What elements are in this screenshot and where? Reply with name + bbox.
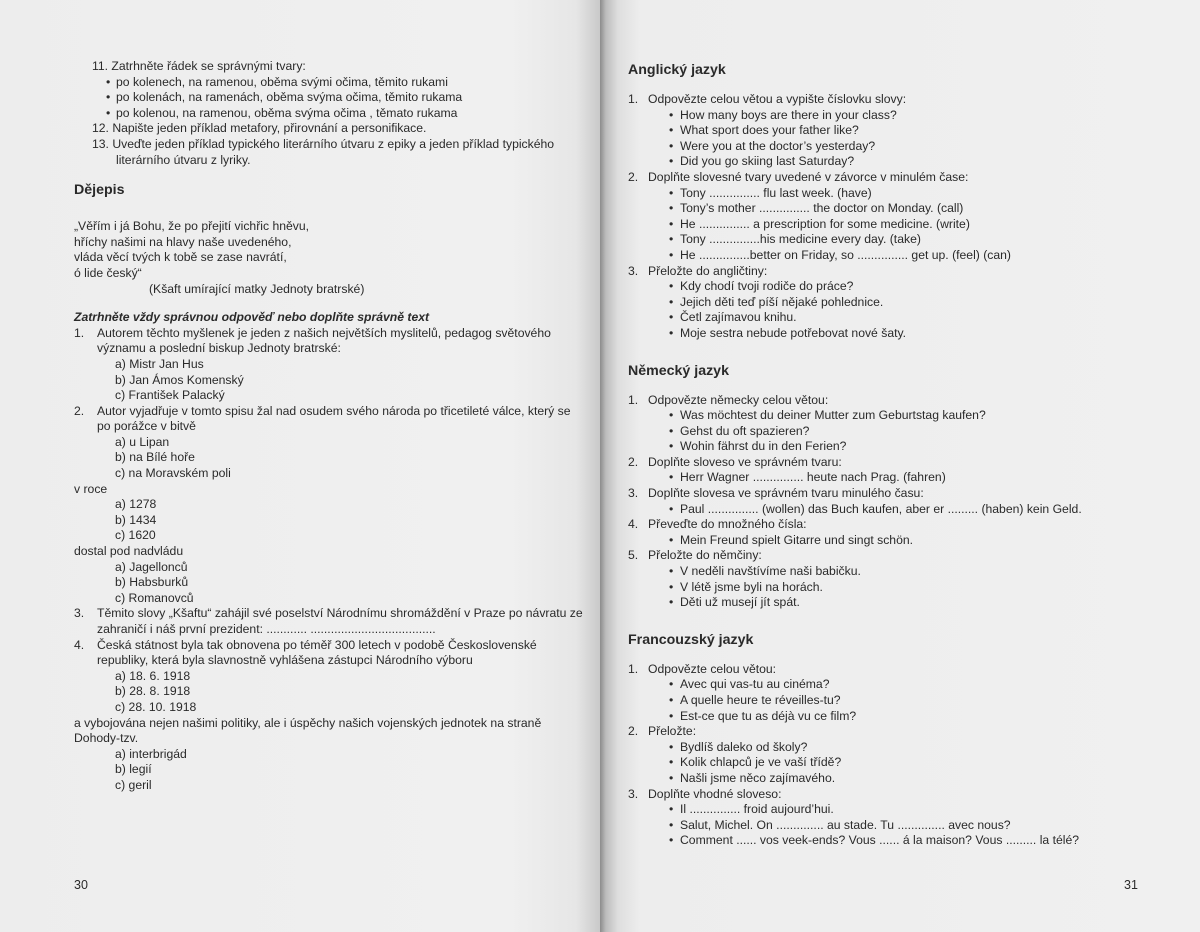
bullet-item: • Tony ............... flu last week. (have) bbox=[628, 186, 1128, 202]
dejepis-instruction: Zatrhněte vždy správnou odpověď nebo doplňte správně text bbox=[74, 310, 430, 325]
francouzsky-questions bbox=[628, 662, 1128, 849]
nemecky-heading: Německý jazyk bbox=[628, 362, 729, 379]
q1-option-c: c) František Palacký bbox=[115, 388, 225, 403]
question bbox=[628, 264, 1128, 280]
question-number: 3. bbox=[628, 786, 639, 801]
question bbox=[628, 486, 1128, 502]
bullet-item: • Comment ...... vos veek-ends? Vous ...... á la maison? Vous ......... la télé? bbox=[628, 833, 1128, 849]
bullet-item: • Paul ............... (wollen) das Buch kaufen, aber er ......... (haben) kein Geld. bbox=[628, 502, 1128, 518]
question bbox=[628, 170, 1128, 186]
q4-unit-a: a) interbrigád bbox=[115, 746, 187, 761]
bullet-item: • Gehst du oft spazieren? bbox=[628, 424, 1128, 440]
bullet-item: • Herr Wagner ............... heute nach Prag. (fahren) bbox=[628, 470, 1128, 486]
q3-number: 3. bbox=[74, 606, 85, 621]
q2-number: 2. bbox=[74, 403, 85, 418]
bullet-item: • Bydlíš daleko od školy? bbox=[628, 740, 1128, 756]
question-text: Převeďte do množného čísla: bbox=[648, 517, 807, 532]
dejepis-q3 bbox=[74, 606, 586, 637]
question-number: 3. bbox=[628, 486, 639, 501]
bullet-item: • Were you at the doctor’s yesterday? bbox=[628, 139, 1128, 155]
q1-option-b: b) Jan Ámos Komenský bbox=[115, 372, 244, 387]
question-12: 12. Napište jeden příklad metafory, přirovnání a personifikace. bbox=[92, 121, 427, 136]
anglicky-heading: Anglický jazyk bbox=[628, 62, 726, 78]
question bbox=[628, 662, 1128, 678]
q11-option-2: • po kolenách, na ramenách, oběma svýma očima, těmito rukama bbox=[74, 90, 586, 106]
q4-option-b: b) 28. 8. 1918 bbox=[115, 684, 191, 699]
bullet-item: • What sport does your father like? bbox=[628, 123, 1128, 139]
question-text: Doplňte slovesa ve správném tvaru minulého času: bbox=[648, 486, 924, 501]
q11-option-1: • po kolenech, na ramenou, oběma svými očima, těmito rukami bbox=[74, 75, 586, 91]
q4-option-c: c) 28. 10. 1918 bbox=[115, 699, 197, 714]
question-number: 2. bbox=[628, 169, 639, 184]
question bbox=[628, 92, 1128, 108]
poem-line-3: vláda věcí tvých k tobě se zase navrátí, bbox=[74, 250, 287, 265]
question-text: Přeložte: bbox=[648, 724, 697, 739]
question-text: Odpovězte celou větou: bbox=[648, 661, 777, 676]
q2-rule-c: c) Romanovců bbox=[115, 590, 194, 605]
dejepis-q2 bbox=[74, 404, 586, 435]
q1-option-a: a) Mistr Jan Hus bbox=[115, 356, 204, 371]
bullet-item: • Salut, Michel. On .............. au stade. Tu .............. avec nous? bbox=[628, 818, 1128, 834]
bullet-item: • V létě jsme byli na horách. bbox=[628, 580, 1128, 596]
francouzsky-heading: Francouzský jazyk bbox=[628, 631, 754, 648]
q2-option-a: a) u Lipan bbox=[115, 434, 170, 449]
anglicky-questions bbox=[628, 92, 1128, 342]
bullet-item: • How many boys are there in your class? bbox=[628, 108, 1128, 124]
q2-year-a: a) 1278 bbox=[115, 497, 157, 512]
q4-number: 4. bbox=[74, 637, 85, 652]
question-text: Doplňte slovesné tvary uvedené v závorce v minulém čase: bbox=[648, 169, 969, 184]
q4-continuation: a vybojována nejen našimi politiky, ale i úspěchy našich vojenských jednotek na straně Dohody-tzv. bbox=[74, 715, 542, 746]
question bbox=[628, 724, 1128, 740]
nemecky-questions bbox=[628, 393, 1128, 611]
dejepis-q4 bbox=[74, 638, 586, 669]
bullet-item: • Avec qui vas-tu au cinéma? bbox=[628, 677, 1128, 693]
bullet-item: • Wohin fährst du in den Ferien? bbox=[628, 439, 1128, 455]
q11-option-3: • po kolenou, na ramenou, oběma svýma očima , těmato rukama bbox=[74, 106, 586, 122]
bullet-item: • Našli jsme něco zajímavého. bbox=[628, 771, 1128, 787]
q2-text: Autor vyjadřuje v tomto spisu žal nad osudem svého národa po třicetileté válce, který se po porážce v bitvě bbox=[97, 403, 571, 434]
question bbox=[628, 455, 1128, 471]
q4-unit-c: c) geril bbox=[115, 777, 152, 792]
question-11: 11. Zatrhněte řádek se správnými tvary: bbox=[92, 59, 306, 73]
question bbox=[628, 393, 1128, 409]
question-number: 1. bbox=[628, 661, 639, 676]
q2-year-c: c) 1620 bbox=[115, 528, 156, 543]
poem-line-1: „Věřím i já Bohu, že po přejití vichřic hněvu, bbox=[74, 219, 310, 234]
question-text: Odpovězte německy celou větou: bbox=[648, 392, 829, 407]
bullet-item: • Děti už musejí jít spát. bbox=[628, 595, 1128, 611]
bullet-item: • Est-ce que tu as déjà vu ce film? bbox=[628, 709, 1128, 725]
dejepis-heading: Dějepis bbox=[74, 182, 125, 199]
q2-rule-b: b) Habsburků bbox=[115, 575, 189, 590]
bullet-item: • V neděli navštívíme naši babičku. bbox=[628, 564, 1128, 580]
q1-number: 1. bbox=[74, 325, 85, 340]
bullet-item: • Moje sestra nebude potřebovat nové šaty. bbox=[628, 326, 1128, 342]
bullet-item: • Četl zajímavou knihu. bbox=[628, 310, 1128, 326]
right-page-content bbox=[628, 61, 1128, 849]
question-text: Doplňte sloveso ve správném tvaru: bbox=[648, 454, 842, 469]
bullet-item: • He ............... a prescription for some medicine. (write) bbox=[628, 217, 1128, 233]
bullet-item: • Was möchtest du deiner Mutter zum Geburtstag kaufen? bbox=[628, 408, 1128, 424]
q4-option-a: a) 18. 6. 1918 bbox=[115, 668, 191, 683]
question-number: 2. bbox=[628, 724, 639, 739]
question-number: 1. bbox=[628, 392, 639, 407]
question-number: 4. bbox=[628, 517, 639, 532]
q4-unit-b: b) legií bbox=[115, 762, 152, 777]
question bbox=[628, 548, 1128, 564]
question-text: Přeložte do němčiny: bbox=[648, 548, 762, 563]
q3-text: Těmito slovy „Kšaftu“ zahájil své poselství Národnímu shromáždění v Praze po návratu ze zahraničí i náš první prezident: ............ ..................................... bbox=[97, 606, 583, 636]
bullet-item: • Did you go skiing last Saturday? bbox=[628, 154, 1128, 170]
bullet-item: • Tony’s mother ............... the doctor on Monday. (call) bbox=[628, 201, 1128, 217]
question bbox=[628, 517, 1128, 533]
question-number: 2. bbox=[628, 454, 639, 469]
q2-option-b: b) na Bílé hoře bbox=[115, 450, 195, 465]
question-13-cont: literárního útvaru z lyriky. bbox=[116, 152, 251, 167]
dejepis-q1 bbox=[74, 326, 586, 357]
q2-v-roce: v roce bbox=[74, 481, 108, 496]
q2-dostal: dostal pod nadvládu bbox=[74, 544, 184, 559]
page-number-right: 31 bbox=[1124, 878, 1138, 892]
bullet-item: • Kdy chodí tvoji rodiče do práce? bbox=[628, 279, 1128, 295]
page-number-left: 30 bbox=[74, 878, 88, 892]
bullet-item: • He ...............better on Friday, so ............... get up. (feel) (can) bbox=[628, 248, 1128, 264]
bullet-item: • Il ............... froid aujourd’hui. bbox=[628, 802, 1128, 818]
question-13: 13. Uveďte jeden příklad typického literárního útvaru z epiky a jeden příklad typického bbox=[92, 136, 555, 151]
question-text: Odpovězte celou větou a vypište číslovku slovy: bbox=[648, 92, 907, 106]
left-page-content bbox=[74, 59, 586, 794]
question-number: 3. bbox=[628, 263, 639, 278]
poem-source: (Kšaft umírající matky Jednoty bratrské) bbox=[149, 281, 365, 296]
q2-option-c: c) na Moravském poli bbox=[115, 466, 231, 481]
poem-line-4: ó lide český“ bbox=[74, 265, 142, 280]
q2-rule-a: a) Jagellonců bbox=[115, 559, 188, 574]
bullet-item: • Kolik chlapců je ve vaší třídě? bbox=[628, 755, 1128, 771]
q4-text: Česká státnost byla tak obnovena po téměř 300 letech v podobě Československé republiky, která byla slavnostně vyhlášena zástupci Národního výboru bbox=[97, 637, 537, 668]
question-number: 5. bbox=[628, 548, 639, 563]
q2-year-b: b) 1434 bbox=[115, 512, 157, 527]
poem-line-2: hříchy našimi na hlavy naše uvedeného, bbox=[74, 234, 292, 249]
bullet-item: • Mein Freund spielt Gitarre und singt schön. bbox=[628, 533, 1128, 549]
question-text: Doplňte vhodné sloveso: bbox=[648, 786, 782, 801]
bullet-item: • A quelle heure te réveilles-tu? bbox=[628, 693, 1128, 709]
question-text: Přeložte do angličtiny: bbox=[648, 263, 768, 278]
bullet-item: • Tony ...............his medicine every day. (take) bbox=[628, 232, 1128, 248]
question-number: 1. bbox=[628, 92, 639, 106]
bullet-item: • Jejich děti teď píší nějaké pohlednice. bbox=[628, 295, 1128, 311]
question bbox=[628, 787, 1128, 803]
q1-text: Autorem těchto myšlenek je jeden z našich největších myslitelů, pedagog světového významu a poslední biskup Jednoty bratrské: bbox=[97, 325, 551, 356]
